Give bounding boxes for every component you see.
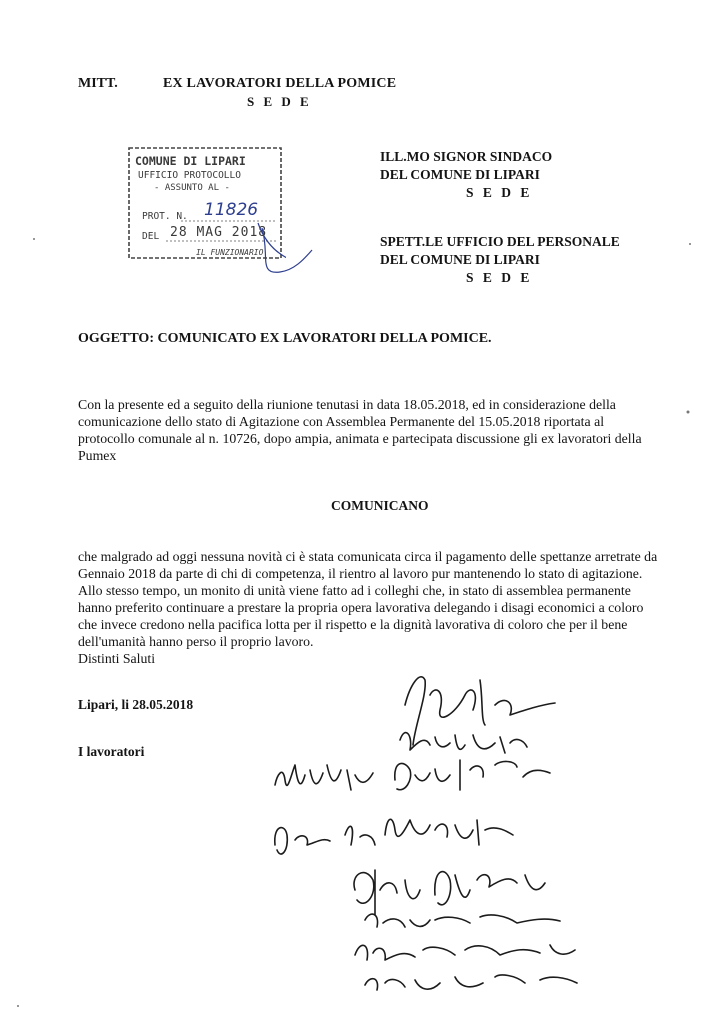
sender-location: S E D E — [247, 94, 312, 109]
recipient-mayor — [380, 148, 552, 202]
intro-line: comunicazione dello stato di Agitazione con Assemblea Permanente del 15.05.2018 riportata al — [78, 414, 605, 429]
closing-greeting: Distinti Saluti — [78, 651, 156, 666]
signature-2 — [400, 733, 527, 753]
body-line: hanno preferito continuare a prestare la propria opera lavorativa delegando i disagi economici a coloro — [78, 600, 644, 615]
stamp-line-3: - ASSUNTO AL - — [154, 183, 230, 193]
signature-6 — [385, 819, 513, 845]
body-line: Allo stesso tempo, un monito di unità viene fatto ad i colleghi che, in stato di assemblea permanente — [78, 583, 631, 598]
intro-line: Con la presente ed a seguito della riunione tenutasi in data 18.05.2018, ed in considerazione della — [78, 397, 616, 412]
recipient-office-line-3: S E D E — [466, 270, 533, 285]
body-line: che malgrado ad oggi nessuna novità ci è stata comunicata circa il pagamento delle spettanze arretrate da — [78, 549, 658, 564]
subject-line: OGGETTO: COMUNICATO EX LAVORATORI DELLA POMICE. — [78, 331, 492, 346]
signature-9 — [365, 914, 560, 927]
recipient-mayor-line-2: DEL COMUNE DI LIPARI — [380, 167, 540, 182]
signature-3 — [275, 765, 373, 790]
recipient-office-line-2: DEL COMUNE DI LIPARI — [380, 252, 540, 267]
stamp-line-2: UFFICIO PROTOCOLLO — [138, 170, 241, 181]
stamp-pen-loop — [250, 220, 320, 280]
sender-name: EX LAVORATORI DELLA POMICE — [163, 76, 397, 91]
signature-7 — [354, 870, 420, 915]
stamp-line-1: COMUNE DI LIPARI — [135, 154, 246, 168]
body-line: che invece credono nella pacifica lotta per il rispetto e la dignità lavorativa di coloro che per il bene — [78, 617, 628, 632]
stamp-prot-label: PROT. N. — [142, 211, 188, 222]
stamp-prot-number: 11826 — [204, 200, 259, 220]
sender-label: MITT. — [78, 76, 118, 91]
stamp-date-label: DEL — [142, 231, 160, 242]
signature-11 — [365, 975, 577, 990]
communication-heading: COMUNICANO — [331, 498, 429, 513]
recipient-mayor-line-1: ILL.MO SIGNOR SINDACO — [380, 149, 553, 164]
intro-line: protocollo comunale al n. 10726, dopo ampia, animata e partecipata discussione gli ex lavoratori della — [78, 431, 642, 446]
signature-8 — [435, 872, 545, 905]
signature-1 — [405, 677, 555, 745]
closing-signatories: I lavoratori — [78, 744, 145, 759]
place-date: Lipari, li 28.05.2018 — [78, 697, 194, 712]
stamp-official: IL FUNZIONARIO — [196, 248, 264, 257]
body-line: Gennaio 2018 da parte di chi di competenza, il rientro al lavoro pur mantenendo lo stato di agitazione. — [78, 566, 643, 581]
signature-4 — [395, 760, 550, 790]
recipient-office-line-1: SPETT.LE UFFICIO DEL PERSONALE — [380, 234, 620, 249]
intro-paragraph — [78, 396, 678, 464]
body-line: dell'umanità hanno perso il proprio lavoro. — [78, 634, 314, 649]
recipient-mayor-line-3: S E D E — [466, 185, 533, 200]
signature-5 — [275, 826, 375, 854]
recipient-personnel-office — [380, 233, 620, 287]
signature-10 — [355, 945, 575, 960]
handwritten-signatures — [255, 665, 600, 1000]
intro-line: Pumex — [78, 448, 117, 463]
body-paragraph — [78, 548, 678, 667]
stamp-date-value: 28 MAG 2018 — [170, 225, 268, 240]
